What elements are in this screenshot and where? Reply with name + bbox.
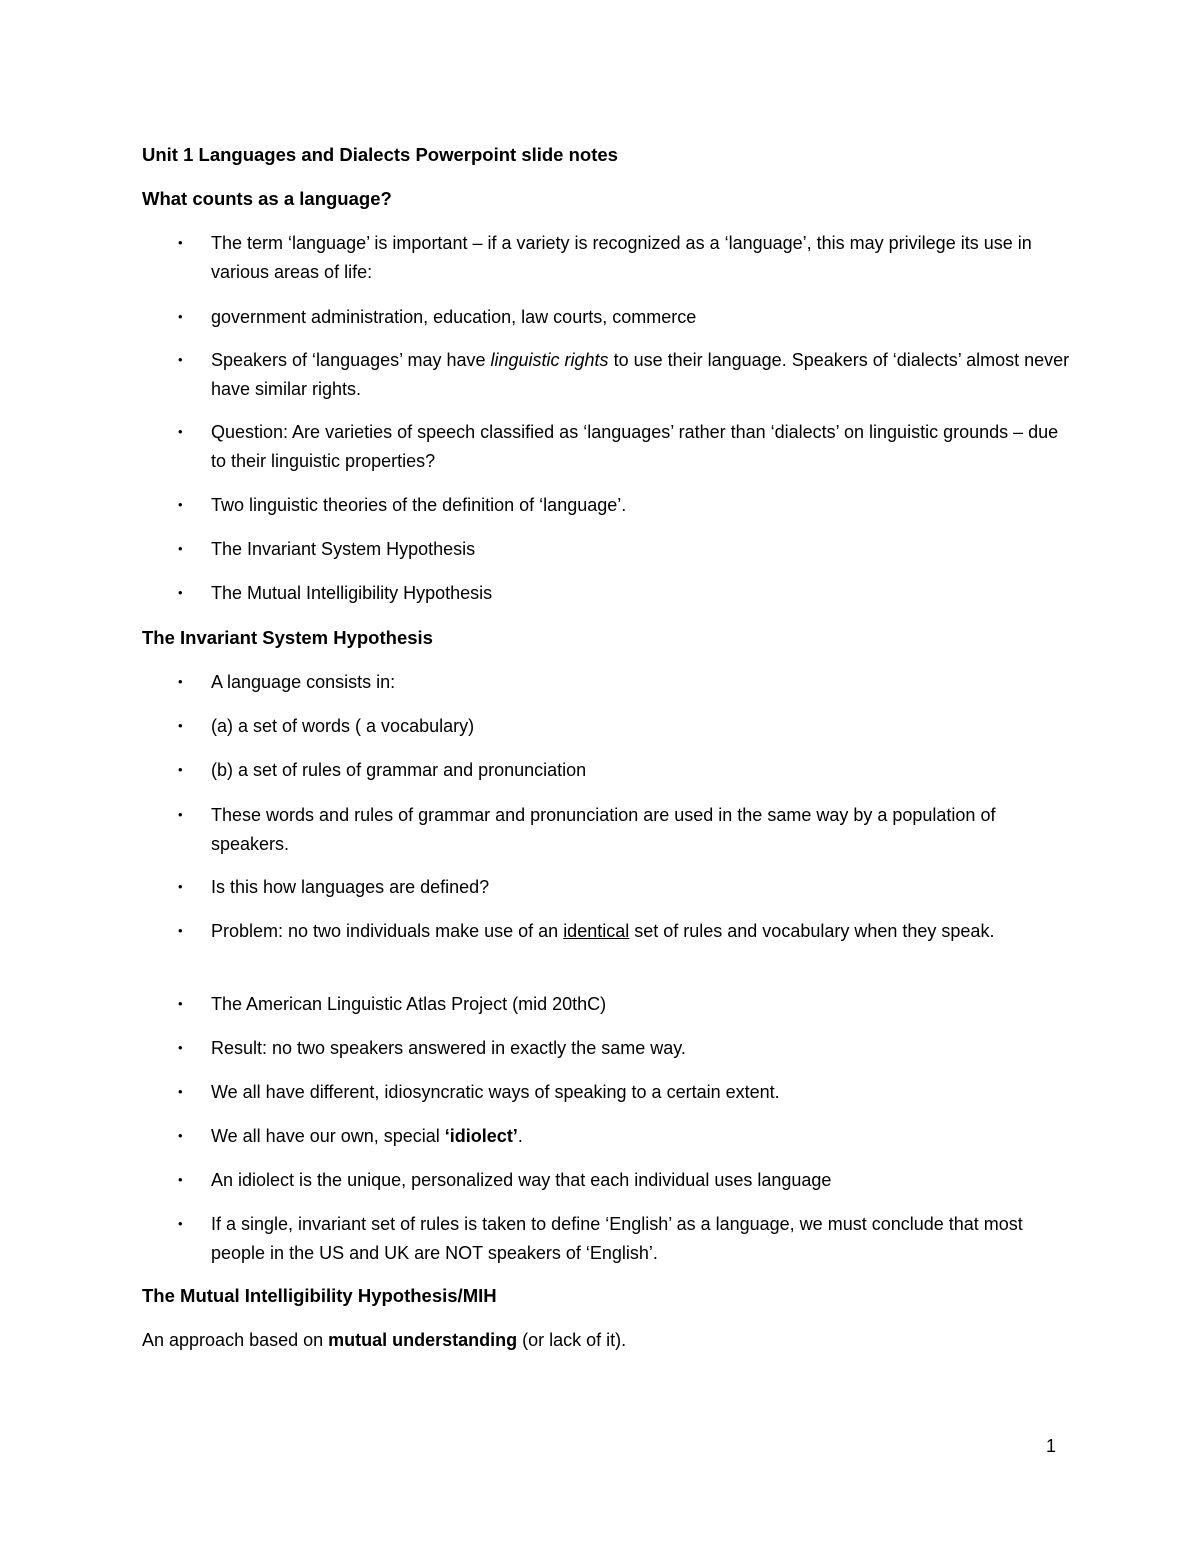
bullet-icon: •	[178, 424, 183, 439]
list-item-text: set of rules and vocabulary when they speak.	[629, 921, 995, 941]
list-item-text: Question: Are varieties of speech classified as ‘languages’ rather than ‘dialects’ on linguistic grounds – due to their linguistic properties?	[211, 422, 1059, 471]
bullet-icon: •	[178, 674, 183, 689]
list-item	[178, 990, 1071, 1019]
list-item	[178, 756, 1071, 785]
bullet-icon: •	[178, 762, 183, 777]
list-item	[178, 229, 1071, 286]
list-item-text: Problem: no two individuals make use of an	[211, 921, 564, 941]
list-item-text: An idiolect is the unique, personalized way that each individual uses language	[211, 1170, 832, 1190]
emphasis-linguistic-rights: linguistic rights	[490, 350, 609, 370]
list-item-text: The term ‘language’ is important – if a variety is recognized as a ‘language’, this may privilege its use in various areas of life:	[211, 233, 1032, 282]
bullet-icon: •	[178, 497, 183, 512]
list-item-text: to use their language. Speakers of ‘dialects’ almost never have similar rights.	[211, 350, 1070, 399]
list-item	[178, 303, 1071, 332]
list-item-text: (a) a set of words ( a vocabulary)	[211, 716, 475, 736]
list-item	[178, 712, 1071, 741]
bullet-icon: •	[178, 309, 183, 324]
list-item-text: The Invariant System Hypothesis	[211, 539, 476, 559]
bullet-icon: •	[178, 352, 183, 367]
list-item	[178, 917, 1071, 946]
bullet-icon: •	[178, 807, 183, 822]
list-item	[178, 1122, 1071, 1151]
bullet-icon: •	[178, 235, 183, 250]
paragraph-text: An approach based on	[142, 1330, 329, 1350]
bold-idiolect: ‘idiolect’	[444, 1126, 518, 1146]
section-heading-mutual-intelligibility: The Mutual Intelligibility Hypothesis/MIH	[142, 1285, 497, 1306]
list-item-text: government administration, education, law courts, commerce	[211, 307, 697, 327]
bullet-icon: •	[178, 996, 183, 1011]
bullet-icon: •	[178, 1084, 183, 1099]
list-item	[178, 801, 1071, 858]
list-item-text: Result: no two speakers answered in exactly the same way.	[211, 1038, 686, 1058]
list-item	[178, 1078, 1071, 1107]
list-item-text: Speakers of ‘languages’ may have	[211, 350, 491, 370]
list-item-text: Is this how languages are defined?	[211, 877, 490, 897]
list-item-text: We all have our own, special	[211, 1126, 445, 1146]
bullet-icon: •	[178, 923, 183, 938]
list-item	[178, 579, 1071, 608]
list-item	[178, 873, 1071, 902]
list-item-text: .	[517, 1126, 523, 1146]
paragraph-text: (or lack of it).	[517, 1330, 627, 1350]
section-heading-what-counts: What counts as a language?	[142, 188, 392, 209]
bullet-icon: •	[178, 541, 183, 556]
underlined-identical: identical	[563, 921, 630, 941]
list-item-text: We all have different, idiosyncratic ways of speaking to a certain extent.	[211, 1082, 780, 1102]
bullet-icon: •	[178, 1040, 183, 1055]
list-item	[178, 668, 1071, 697]
list-item-text: A language consists in:	[211, 672, 396, 692]
bold-mutual-understanding: mutual understanding	[328, 1330, 518, 1350]
page-number: 1	[1046, 1436, 1057, 1456]
list-item	[178, 1034, 1071, 1063]
bullet-icon: •	[178, 1128, 183, 1143]
list-item-text: These words and rules of grammar and pronunciation are used in the same way by a population of speakers.	[211, 805, 996, 854]
list-item	[178, 491, 1071, 520]
bullet-icon: •	[178, 879, 183, 894]
list-item	[178, 346, 1071, 403]
list-item-text: The Mutual Intelligibility Hypothesis	[211, 583, 493, 603]
list-item-text: If a single, invariant set of rules is taken to define ‘English’ as a language, we must conclude that most people in the US and UK are NOT speakers of ‘English’.	[211, 1214, 1023, 1263]
bullet-icon: •	[178, 718, 183, 733]
bullet-icon: •	[178, 1216, 183, 1231]
bullet-icon: •	[178, 585, 183, 600]
bullet-icon: •	[178, 1172, 183, 1187]
list-item	[178, 535, 1071, 564]
document-title: Unit 1 Languages and Dialects Powerpoint slide notes	[142, 144, 618, 165]
list-item-text: The American Linguistic Atlas Project (mid 20thC)	[211, 994, 607, 1014]
mih-intro-paragraph	[142, 1326, 1072, 1355]
list-item	[178, 1210, 1071, 1267]
list-item-text: (b) a set of rules of grammar and pronunciation	[211, 760, 587, 780]
list-item-text: Two linguistic theories of the definition of ‘language’.	[211, 495, 627, 515]
list-item	[178, 418, 1071, 475]
list-item	[178, 1166, 1071, 1195]
section-heading-invariant-system: The Invariant System Hypothesis	[142, 627, 433, 648]
